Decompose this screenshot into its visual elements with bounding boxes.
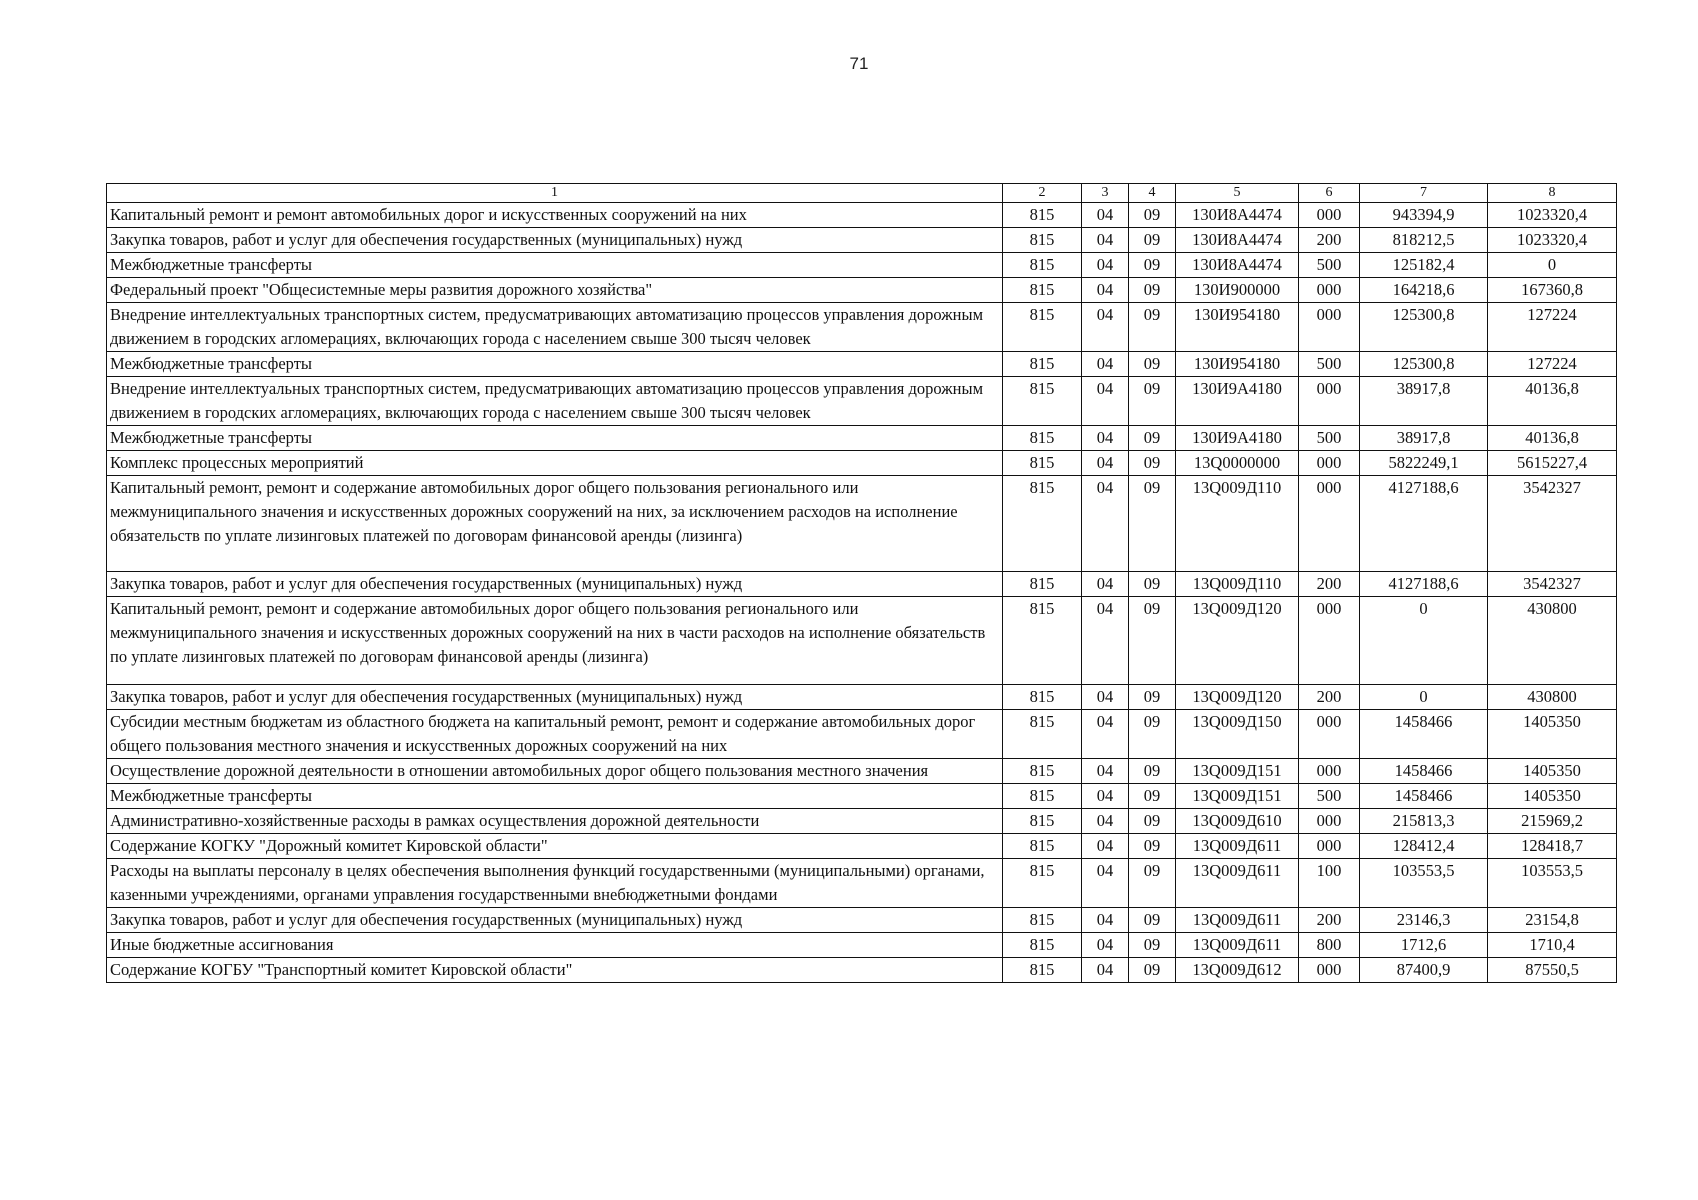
- expense-type-cell: 500: [1299, 253, 1360, 278]
- amount-cell: 1405350: [1488, 759, 1617, 784]
- column-header: 4: [1129, 184, 1176, 203]
- code-cell: 815: [1003, 834, 1082, 859]
- amount-cell: 1458466: [1360, 710, 1488, 759]
- row-name-cell: Внедрение интеллектуальных транспортных систем, предусматривающих автоматизацию процессов управления дорожным движением в городских агломерациях, включающих города с населением свыше 300 тысяч человек: [107, 377, 1003, 426]
- column-number-row: [107, 184, 1617, 203]
- expense-type-cell: 000: [1299, 834, 1360, 859]
- amount-cell: 430800: [1488, 685, 1617, 710]
- table-row: [107, 352, 1617, 377]
- target-item-cell: 13Q009Д150: [1176, 710, 1299, 759]
- amount-cell: 215813,3: [1360, 809, 1488, 834]
- section-cell: 04: [1082, 958, 1129, 983]
- expense-type-cell: 000: [1299, 710, 1360, 759]
- code-cell: 815: [1003, 685, 1082, 710]
- table-row: [107, 597, 1617, 685]
- expense-type-cell: 000: [1299, 303, 1360, 352]
- expense-type-cell: 500: [1299, 352, 1360, 377]
- table-row: [107, 685, 1617, 710]
- section-cell: 04: [1082, 203, 1129, 228]
- section-cell: 04: [1082, 377, 1129, 426]
- amount-cell: 87400,9: [1360, 958, 1488, 983]
- section-cell: 04: [1082, 451, 1129, 476]
- amount-cell: 4127188,6: [1360, 572, 1488, 597]
- subsection-cell: 09: [1129, 685, 1176, 710]
- code-cell: 815: [1003, 253, 1082, 278]
- code-cell: 815: [1003, 228, 1082, 253]
- target-item-cell: 130И8А4474: [1176, 228, 1299, 253]
- amount-cell: 40136,8: [1488, 377, 1617, 426]
- section-cell: 04: [1082, 352, 1129, 377]
- amount-cell: 1405350: [1488, 784, 1617, 809]
- table-row: [107, 451, 1617, 476]
- amount-cell: 0: [1360, 597, 1488, 685]
- amount-cell: 0: [1488, 253, 1617, 278]
- row-name-cell: Осуществление дорожной деятельности в отношении автомобильных дорог общего пользования местного значения: [107, 759, 1003, 784]
- page-number: 71: [849, 54, 869, 73]
- subsection-cell: 09: [1129, 597, 1176, 685]
- table-row: [107, 426, 1617, 451]
- target-item-cell: 13Q009Д151: [1176, 784, 1299, 809]
- subsection-cell: 09: [1129, 303, 1176, 352]
- target-item-cell: 130И9А4180: [1176, 426, 1299, 451]
- subsection-cell: 09: [1129, 352, 1176, 377]
- budget-table: [106, 183, 1617, 983]
- row-name-cell: Закупка товаров, работ и услуг для обеспечения государственных (муниципальных) нужд: [107, 572, 1003, 597]
- section-cell: 04: [1082, 834, 1129, 859]
- table-row: [107, 784, 1617, 809]
- row-name-cell: Капитальный ремонт, ремонт и содержание автомобильных дорог общего пользования регионального или межмуниципального значения и искусственных дорожных сооружений на них в части расходов на исполнение обязательств по уплате лизинговых платежей по договорам финансовой аренды (лизинга): [107, 597, 1003, 685]
- amount-cell: 1712,6: [1360, 933, 1488, 958]
- code-cell: 815: [1003, 958, 1082, 983]
- code-cell: 815: [1003, 352, 1082, 377]
- row-name-cell: Межбюджетные трансферты: [107, 784, 1003, 809]
- table-row: [107, 303, 1617, 352]
- section-cell: 04: [1082, 228, 1129, 253]
- section-cell: 04: [1082, 759, 1129, 784]
- expense-type-cell: 000: [1299, 476, 1360, 572]
- amount-cell: 125300,8: [1360, 352, 1488, 377]
- section-cell: 04: [1082, 784, 1129, 809]
- amount-cell: 125182,4: [1360, 253, 1488, 278]
- code-cell: 815: [1003, 303, 1082, 352]
- target-item-cell: 130И954180: [1176, 303, 1299, 352]
- amount-cell: 23146,3: [1360, 908, 1488, 933]
- target-item-cell: 13Q009Д110: [1176, 572, 1299, 597]
- table-row: [107, 834, 1617, 859]
- target-item-cell: 130И8А4474: [1176, 203, 1299, 228]
- target-item-cell: 130И9А4180: [1176, 377, 1299, 426]
- expense-type-cell: 200: [1299, 228, 1360, 253]
- code-cell: 815: [1003, 451, 1082, 476]
- expense-type-cell: 200: [1299, 685, 1360, 710]
- row-name-cell: Закупка товаров, работ и услуг для обеспечения государственных (муниципальных) нужд: [107, 908, 1003, 933]
- table-row: [107, 203, 1617, 228]
- subsection-cell: 09: [1129, 476, 1176, 572]
- table-row: [107, 377, 1617, 426]
- amount-cell: 128412,4: [1360, 834, 1488, 859]
- target-item-cell: 13Q009Д612: [1176, 958, 1299, 983]
- expense-type-cell: 000: [1299, 759, 1360, 784]
- code-cell: 815: [1003, 759, 1082, 784]
- subsection-cell: 09: [1129, 933, 1176, 958]
- subsection-cell: 09: [1129, 253, 1176, 278]
- subsection-cell: 09: [1129, 228, 1176, 253]
- table-row: [107, 809, 1617, 834]
- row-name-cell: Закупка товаров, работ и услуг для обеспечения государственных (муниципальных) нужд: [107, 228, 1003, 253]
- target-item-cell: 13Q009Д611: [1176, 933, 1299, 958]
- target-item-cell: 13Q009Д611: [1176, 908, 1299, 933]
- expense-type-cell: 100: [1299, 859, 1360, 908]
- expense-type-cell: 000: [1299, 278, 1360, 303]
- row-name-cell: Комплекс процессных мероприятий: [107, 451, 1003, 476]
- expense-type-cell: 000: [1299, 809, 1360, 834]
- expense-type-cell: 000: [1299, 451, 1360, 476]
- section-cell: 04: [1082, 710, 1129, 759]
- amount-cell: 127224: [1488, 352, 1617, 377]
- amount-cell: 818212,5: [1360, 228, 1488, 253]
- section-cell: 04: [1082, 572, 1129, 597]
- table-row: [107, 933, 1617, 958]
- expense-type-cell: 800: [1299, 933, 1360, 958]
- subsection-cell: 09: [1129, 451, 1176, 476]
- subsection-cell: 09: [1129, 784, 1176, 809]
- table-row: [107, 958, 1617, 983]
- subsection-cell: 09: [1129, 710, 1176, 759]
- table-row: [107, 278, 1617, 303]
- expense-type-cell: 000: [1299, 203, 1360, 228]
- amount-cell: 943394,9: [1360, 203, 1488, 228]
- target-item-cell: 13Q009Д611: [1176, 859, 1299, 908]
- amount-cell: 40136,8: [1488, 426, 1617, 451]
- amount-cell: 103553,5: [1488, 859, 1617, 908]
- row-name-cell: Содержание КОГКУ "Дорожный комитет Кировской области": [107, 834, 1003, 859]
- target-item-cell: 130И900000: [1176, 278, 1299, 303]
- subsection-cell: 09: [1129, 859, 1176, 908]
- section-cell: 04: [1082, 933, 1129, 958]
- target-item-cell: 130И954180: [1176, 352, 1299, 377]
- column-header: 7: [1360, 184, 1488, 203]
- code-cell: 815: [1003, 809, 1082, 834]
- amount-cell: 128418,7: [1488, 834, 1617, 859]
- section-cell: 04: [1082, 809, 1129, 834]
- subsection-cell: 09: [1129, 809, 1176, 834]
- section-cell: 04: [1082, 476, 1129, 572]
- code-cell: 815: [1003, 597, 1082, 685]
- table-row: [107, 908, 1617, 933]
- subsection-cell: 09: [1129, 572, 1176, 597]
- section-cell: 04: [1082, 685, 1129, 710]
- amount-cell: 23154,8: [1488, 908, 1617, 933]
- amount-cell: 167360,8: [1488, 278, 1617, 303]
- section-cell: 04: [1082, 303, 1129, 352]
- table-row: [107, 710, 1617, 759]
- expense-type-cell: 000: [1299, 377, 1360, 426]
- target-item-cell: 13Q009Д151: [1176, 759, 1299, 784]
- subsection-cell: 09: [1129, 426, 1176, 451]
- expense-type-cell: 200: [1299, 908, 1360, 933]
- code-cell: 815: [1003, 278, 1082, 303]
- amount-cell: 164218,6: [1360, 278, 1488, 303]
- target-item-cell: 13Q009Д120: [1176, 685, 1299, 710]
- row-name-cell: Закупка товаров, работ и услуг для обеспечения государственных (муниципальных) нужд: [107, 685, 1003, 710]
- row-name-cell: Иные бюджетные ассигнования: [107, 933, 1003, 958]
- amount-cell: 87550,5: [1488, 958, 1617, 983]
- column-header: 8: [1488, 184, 1617, 203]
- amount-cell: 5822249,1: [1360, 451, 1488, 476]
- amount-cell: 127224: [1488, 303, 1617, 352]
- target-item-cell: 13Q009Д110: [1176, 476, 1299, 572]
- column-header: 6: [1299, 184, 1360, 203]
- code-cell: 815: [1003, 859, 1082, 908]
- amount-cell: 1023320,4: [1488, 203, 1617, 228]
- column-header: 3: [1082, 184, 1129, 203]
- code-cell: 815: [1003, 426, 1082, 451]
- amount-cell: 1458466: [1360, 784, 1488, 809]
- column-header: 2: [1003, 184, 1082, 203]
- amount-cell: 430800: [1488, 597, 1617, 685]
- expense-type-cell: 200: [1299, 572, 1360, 597]
- code-cell: 815: [1003, 203, 1082, 228]
- section-cell: 04: [1082, 859, 1129, 908]
- table-row: [107, 228, 1617, 253]
- row-name-cell: Содержание КОГБУ "Транспортный комитет Кировской области": [107, 958, 1003, 983]
- column-header: 1: [107, 184, 1003, 203]
- table-row: [107, 476, 1617, 572]
- expense-type-cell: 000: [1299, 597, 1360, 685]
- section-cell: 04: [1082, 908, 1129, 933]
- subsection-cell: 09: [1129, 759, 1176, 784]
- row-name-cell: Субсидии местным бюджетам из областного бюджета на капитальный ремонт, ремонт и содержание автомобильных дорог общего пользования местного значения и искусственных дорожных сооружений на них: [107, 710, 1003, 759]
- row-name-cell: Федеральный проект "Общесистемные меры развития дорожного хозяйства": [107, 278, 1003, 303]
- amount-cell: 103553,5: [1360, 859, 1488, 908]
- table-row: [107, 859, 1617, 908]
- row-name-cell: Расходы на выплаты персоналу в целях обеспечения выполнения функций государственными (муниципальными) органами, казенными учреждениями, органами управления государственными внебюджетными фондами: [107, 859, 1003, 908]
- row-name-cell: Капитальный ремонт, ремонт и содержание автомобильных дорог общего пользования регионального или межмуниципального значения и искусственных дорожных сооружений на них, за исключением расходов на исполнение обязательств по уплате лизинговых платежей по договорам финансовой аренды (лизинга): [107, 476, 1003, 572]
- subsection-cell: 09: [1129, 834, 1176, 859]
- target-item-cell: 130И8А4474: [1176, 253, 1299, 278]
- section-cell: 04: [1082, 597, 1129, 685]
- amount-cell: 1458466: [1360, 759, 1488, 784]
- section-cell: 04: [1082, 426, 1129, 451]
- code-cell: 815: [1003, 572, 1082, 597]
- row-name-cell: Капитальный ремонт и ремонт автомобильных дорог и искусственных сооружений на них: [107, 203, 1003, 228]
- section-cell: 04: [1082, 253, 1129, 278]
- table-row: [107, 572, 1617, 597]
- amount-cell: 5615227,4: [1488, 451, 1617, 476]
- target-item-cell: 13Q009Д611: [1176, 834, 1299, 859]
- amount-cell: 1023320,4: [1488, 228, 1617, 253]
- row-name-cell: Межбюджетные трансферты: [107, 426, 1003, 451]
- target-item-cell: 13Q009Д610: [1176, 809, 1299, 834]
- amount-cell: 1710,4: [1488, 933, 1617, 958]
- amount-cell: 0: [1360, 685, 1488, 710]
- code-cell: 815: [1003, 377, 1082, 426]
- amount-cell: 38917,8: [1360, 377, 1488, 426]
- amount-cell: 3542327: [1488, 572, 1617, 597]
- code-cell: 815: [1003, 908, 1082, 933]
- target-item-cell: 13Q009Д120: [1176, 597, 1299, 685]
- code-cell: 815: [1003, 710, 1082, 759]
- code-cell: 815: [1003, 784, 1082, 809]
- target-item-cell: 13Q0000000: [1176, 451, 1299, 476]
- amount-cell: 3542327: [1488, 476, 1617, 572]
- amount-cell: 4127188,6: [1360, 476, 1488, 572]
- subsection-cell: 09: [1129, 377, 1176, 426]
- row-name-cell: Межбюджетные трансферты: [107, 253, 1003, 278]
- subsection-cell: 09: [1129, 958, 1176, 983]
- section-cell: 04: [1082, 278, 1129, 303]
- column-header: 5: [1176, 184, 1299, 203]
- subsection-cell: 09: [1129, 908, 1176, 933]
- code-cell: 815: [1003, 933, 1082, 958]
- expense-type-cell: 000: [1299, 958, 1360, 983]
- amount-cell: 1405350: [1488, 710, 1617, 759]
- row-name-cell: Административно-хозяйственные расходы в рамках осуществления дорожной деятельности: [107, 809, 1003, 834]
- row-name-cell: Внедрение интеллектуальных транспортных систем, предусматривающих автоматизацию процессов управления дорожным движением в городских агломерациях, включающих города с населением свыше 300 тысяч человек: [107, 303, 1003, 352]
- row-name-cell: Межбюджетные трансферты: [107, 352, 1003, 377]
- amount-cell: 38917,8: [1360, 426, 1488, 451]
- amount-cell: 215969,2: [1488, 809, 1617, 834]
- table-row: [107, 759, 1617, 784]
- expense-type-cell: 500: [1299, 784, 1360, 809]
- amount-cell: 125300,8: [1360, 303, 1488, 352]
- code-cell: 815: [1003, 476, 1082, 572]
- table-row: [107, 253, 1617, 278]
- subsection-cell: 09: [1129, 203, 1176, 228]
- expense-type-cell: 500: [1299, 426, 1360, 451]
- subsection-cell: 09: [1129, 278, 1176, 303]
